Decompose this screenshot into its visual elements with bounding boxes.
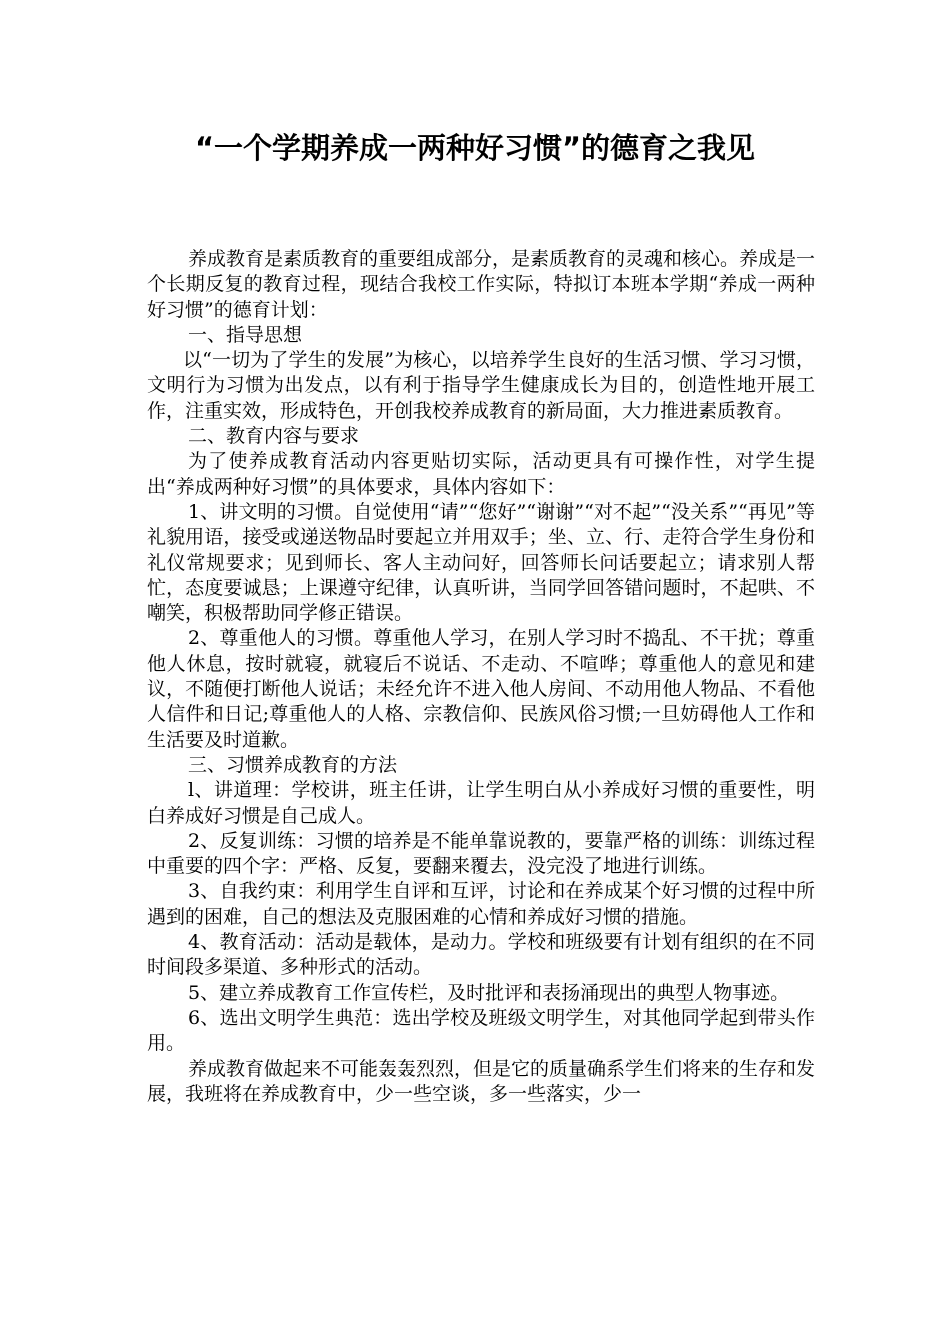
paragraph-content-intro: 为了使养成教育活动内容更贴切实际，活动更具有可操作性，对学生提出“养成两种好习惯”的具体要求，具体内容如下： bbox=[147, 450, 815, 498]
document-body bbox=[147, 247, 815, 1107]
document-title: “一个学期养成一两种好习惯”的德育之我见 bbox=[194, 131, 756, 165]
paragraph-civility-habit: 1、讲文明的习惯。自觉使用“请”“您好”“谢谢”“对不起”“没关系”“再见”等礼貌用语，接受或递送物品时要起立并用双手；坐、立、行、走符合学生身份和礼仪常规要求；见到师长、客人主动问好，回答师长问话要起立；请求别人帮忙，态度要诚恳；上课遵守纪律，认真听讲，当同学回答错问题时，不起哄、不嘲笑，积极帮助同学修正错误。 bbox=[147, 500, 815, 625]
heading-methods: 三、习惯养成教育的方法 bbox=[188, 753, 398, 776]
paragraph-intro: 养成教育是素质教育的重要组成部分，是素质教育的灵魂和核心。养成是一个长期反复的教育过程，现结合我校工作实际，特拟订本班本学期“养成一两种好习惯”的德育计划： bbox=[147, 248, 816, 321]
paragraph-conclusion: 养成教育做起来不可能轰轰烈烈，但是它的质量确系学生们将来的生存和发展，我班将在养成教育中，少一些空谈，多一些落实，少一 bbox=[147, 1057, 816, 1105]
paragraph-method-5: 5、建立养成教育工作宣传栏，及时批评和表扬涌现出的典型人物事迹。 bbox=[188, 981, 790, 1004]
paragraph-method-2: 2、反复训练：习惯的培养是不能单靠说教的，要靠严格的训练：训练过程中重要的四个字：严格、反复，要翻来覆去，没完没了地进行训练。 bbox=[147, 829, 815, 878]
paragraph-method-6: 6、选出文明学生典范：选出学校及班级文明学生，对其他同学起到带头作用。 bbox=[147, 1006, 815, 1055]
paragraph-method-4: 4、教育活动：活动是载体，是动力。学校和班级要有计划有组织的在不同时间段多渠道、多种形式的活动。 bbox=[147, 931, 815, 979]
paragraph-method-3: 3、自我约束：利用学生自评和互评，讨论和在养成某个好习惯的过程中所遇到的困难，自己的想法及克服困难的心情和养成好习惯的措施。 bbox=[147, 880, 815, 928]
heading-guiding-thought: 一、指导思想 bbox=[188, 323, 303, 346]
paragraph-guiding-thought: 以“一切为了学生的发展”为核心，以培养学生良好的生活习惯、学习习惯，文明行为习惯为出发点，以有利于指导学生健康成长为目的，创造性地开展工作，注重实效，形成特色，开创我校养成教育的新局面，大力推进素质教育。 bbox=[147, 349, 815, 422]
paragraph-method-1: l、讲道理：学校讲，班主任讲，让学生明白从小养成好习惯的重要性，明白养成好习惯是自己成人。 bbox=[147, 779, 815, 827]
paragraph-respect-habit: 2、尊重他人的习惯。尊重他人学习，在别人学习时不捣乱、不干扰；尊重他人休息，按时就寝，就寝后不说话、不走动、不喧哗；尊重他人的意见和建议，不随便打断他人说话；未经允许不进入他人房间、不动用他人物品、不看他人信件和日记;尊重他人的人格、宗教信仰、民族风俗习惯;一旦妨碍他人工作和生活要及时道歉。 bbox=[147, 627, 815, 751]
heading-content-requirements: 二、教育内容与要求 bbox=[188, 425, 360, 448]
